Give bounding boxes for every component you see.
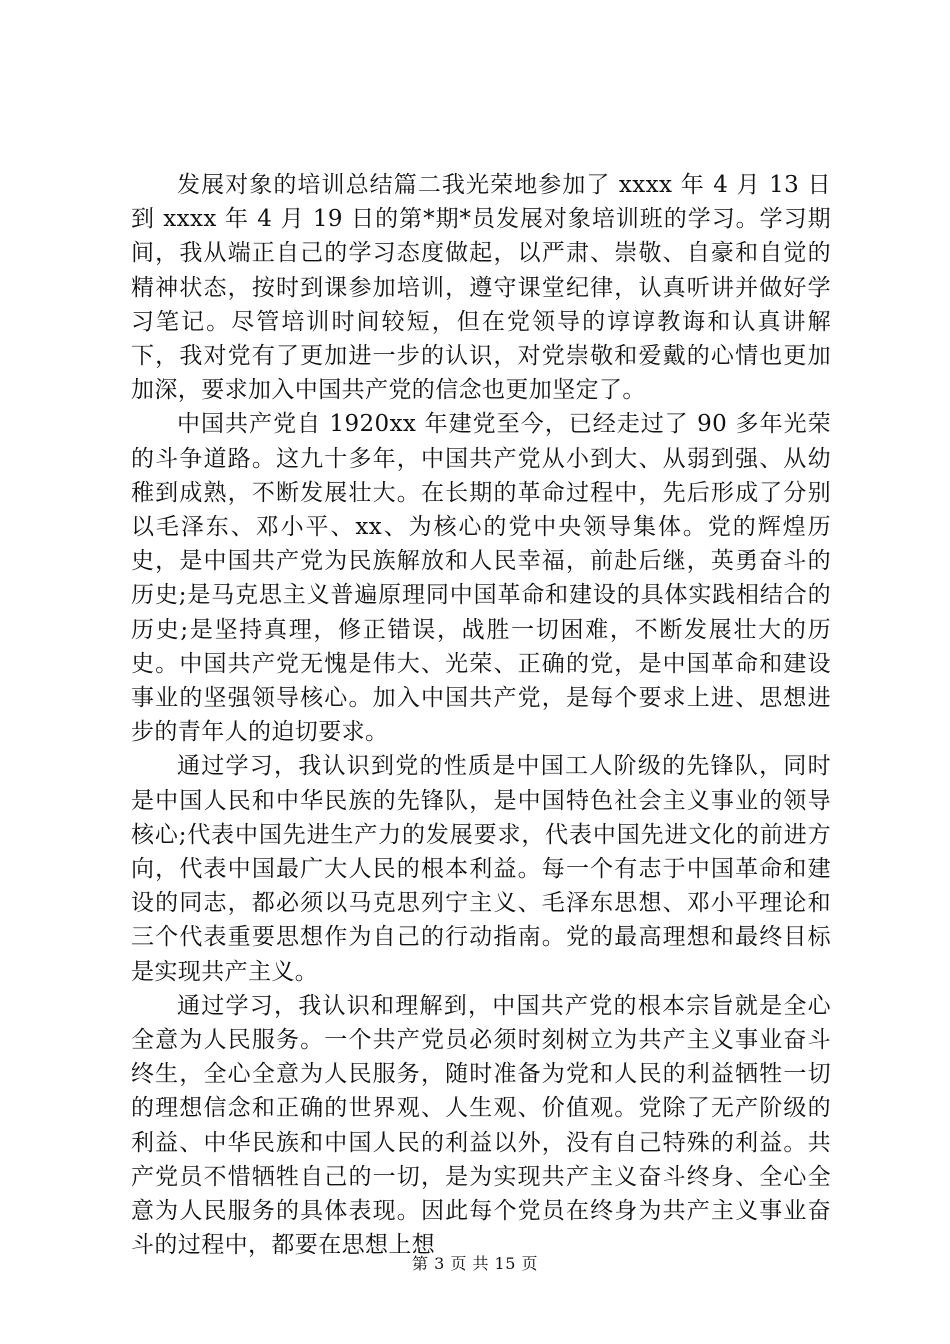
page-footer: 第 3 页 共 15 页 (412, 1254, 538, 1273)
document-body (131, 168, 831, 1263)
paragraph-1: 发展对象的培训总结篇二我光荣地参加了 xxxx 年 4 月 13 日到 xxxx 年 4 月 19 日的第*期*员发展对象培训班的学习。学习期间，我从端正自己的学习态度做起，以严肃、崇敬、自豪和自觉的精神状态，按时到课参加培训，遵守课堂纪律，认真听讲并做好学习笔记。尽管培训时间较短，但在党领导的谆谆教诲和认真讲解下，我对党有了更加进一步的认识，对党崇敬和爱戴的心情也更加加深，要求加入中国共产党的信念也更加坚定了。 (131, 172, 831, 404)
paragraph-4: 通过学习，我认识和理解到，中国共产党的根本宗旨就是全心全意为人民服务。一个共产党员必须时刻树立为共产主义事业奋斗终生，全心全意为人民服务，随时准备为党和人民的利益牺牲一切的理想信念和正确的世界观、人生观、价值观。党除了无产阶级的利益、中华民族和中国人民的利益以外，没有自己特殊的利益。共产党员不惜牺牲自己的一切，是为实现共产主义奋斗终身、全心全意为人民服务的具体表现。因此每个党员在终身为共产主义事业奋斗的过程中，都要在思想上想 (131, 992, 831, 1259)
paragraph-2: 中国共产党自 1920xx 年建党至今，已经走过了 90 多年光荣的斗争道路。这九十多年，中国共产党从小到大、从弱到强、从幼稚到成熟，不断发展壮大。在长期的革命过程中，先后形成了分别以毛泽东、邓小平、xx、为核心的党中央领导集体。党的辉煌历史，是中国共产党为民族解放和人民幸福，前赴后继，英勇奋斗的历史;是马克思主义普遍原理同中国革命和建设的具体实践相结合的历史;是坚持真理，修正错误，战胜一切困难，不断发展壮大的历史。中国共产党无愧是伟大、光荣、正确的党，是中国革命和建设事业的坚强领导核心。加入中国共产党，是每个要求上进、思想进步的青年人的迫切要求。 (131, 411, 831, 746)
paragraph-3: 通过学习，我认识到党的性质是中国工人阶级的先锋队，同时是中国人民和中华民族的先锋队，是中国特色社会主义事业的领导核心;代表中国先进生产力的发展要求，代表中国先进文化的前进方向，代表中国最广大人民的根本利益。每一个有志于中国革命和建设的同志，都必须以马克思列宁主义、毛泽东思想、邓小平理论和三个代表重要思想作为自己的行动指南。党的最高理想和最终目标是实现共产主义。 (131, 753, 831, 985)
